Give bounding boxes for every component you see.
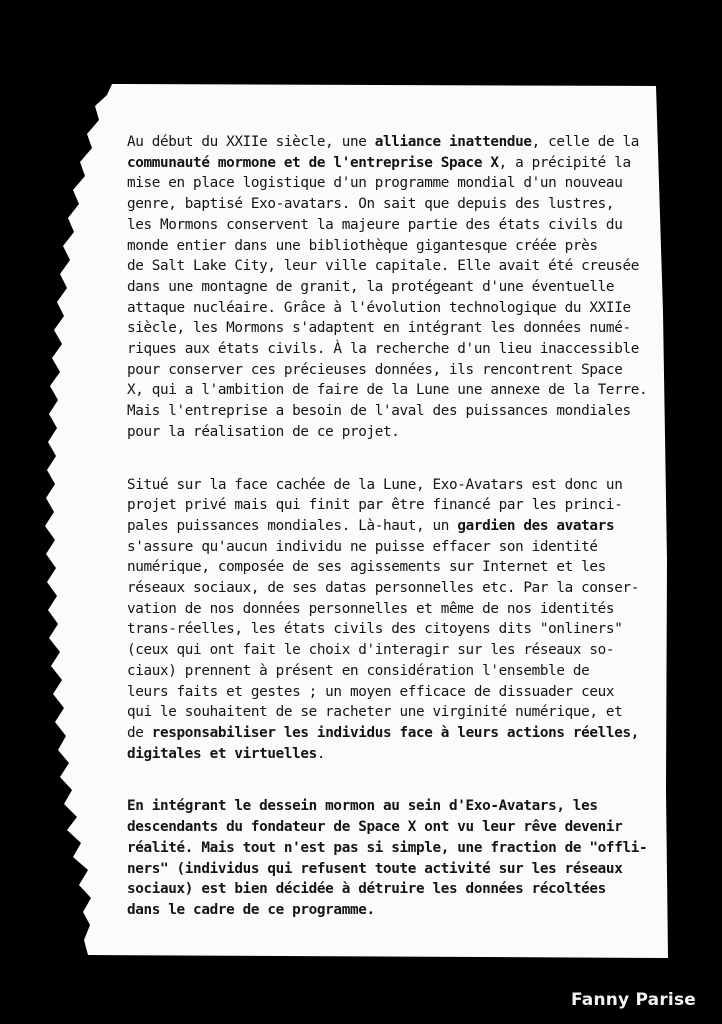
article-body [127,132,657,953]
text-run: , celle de la [531,134,639,150]
bold-phrase: responsabiliser les individus face à leurs actions réelles, digitales et virtuelles [127,724,639,762]
bold-phrase: gardien des avatars [457,517,615,534]
text-run: , a précipité la mise en place logistique d'un programme mondial d'un nouveau genre, baptisé Exo-avatars. On sait que depuis des lustres, les Mormons conservent la majeure partie des états civils du monde entier dans une bibliothèque gigantesque créée près de Salt Lake City, leur ville capitale. Elle avait été creusée dans une montagne de granit, la protégeant d'une éventuelle attaque nucléaire. Grâce à l'évolution technologique du XXIIe siècle, les Mormons s'adaptent en intégrant les données numé- riques aux états civils. À la recherche d'un lieu inaccessible pour conserver ces précieuses données, ils rencontrent Space X, qui a l'ambition de faire de la Lune une annexe de la Terre. Mais l'entreprise a besoin de l'aval des puissances mondiales pour la réalisation de ce projet. [127,154,648,440]
bold-phrase: alliance inattendue [374,134,532,150]
text-run: . [316,745,326,762]
paragraph-3: En intégrant le dessein mormon au sein d'Exo-Avatars, les descendants du fondateur de Space X ont vu leur rêve devenir réalité. Mais tout n'est pas si simple, une fraction de "offli- ners" (individus qui refusent toute activité sur les réseaux sociaux) est bien décidée à détruire les données récoltées dans le cadre de ce programme. [127,798,648,918]
text-run: Situé sur la face cachée de la Lune, Exo-Avatars est donc un projet privé mais qui finit par être financé par les princi- pales puissances mondiales. Là-haut, un [127,476,623,534]
bold-phrase: communauté mormone et de l'entreprise Space X [127,154,499,171]
author-signature: Fanny Parise [570,990,696,1010]
paragraph-2 [127,475,657,765]
text-run: s'assure qu'aucun individu ne puisse effacer son identité numérique, composée de ses agissements sur Internet et les réseaux sociaux, de ses datas personnelles etc. Par la conser- vation de nos données personnelles et même de nos identités trans-réelles, les états civils des citoyens dits "onliners" (ceux qui ont fait le choix d'interagir sur les réseaux so- ciaux) prennent à présent en considération l'ensemble de leurs faits et gestes ; un moyen efficace de dissuader ceux qui le souhaitent de se racheter une virginité numérique, et de [127,538,639,741]
text-run: Au début du XXIIe siècle, une [127,134,375,150]
paragraph-1 [127,132,657,443]
